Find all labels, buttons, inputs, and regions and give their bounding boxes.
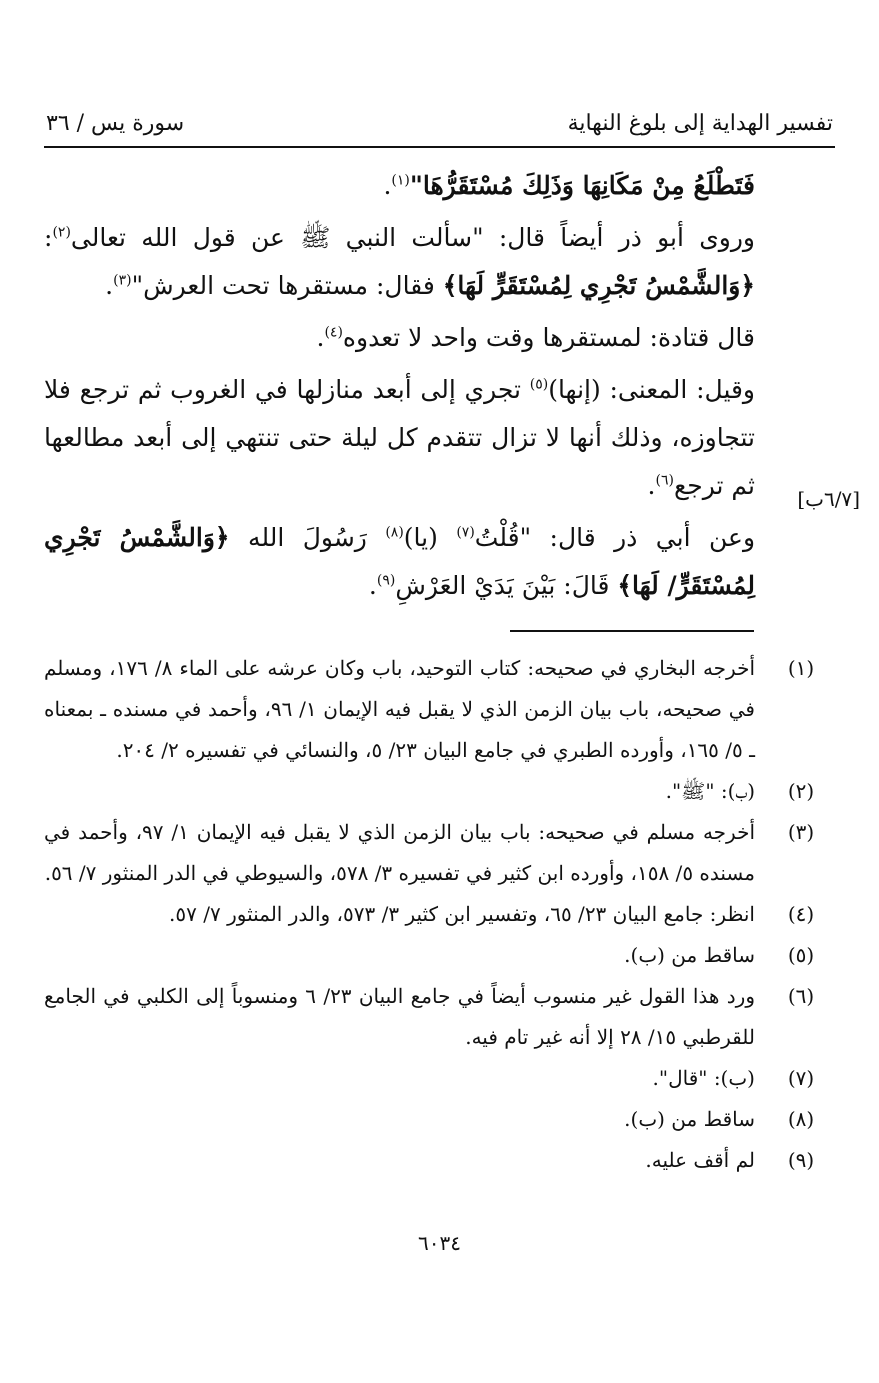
footnotes-list (44, 648, 815, 1181)
footnote-item (44, 771, 815, 812)
footnote-item (44, 812, 815, 894)
text-span: (يا) (403, 523, 457, 552)
footnote-text: (ب): "ﷺ". (665, 779, 755, 803)
text-span: وروى أبو ذر أيضاً قال: "سألت النبي ﷺ عن قول الله تعالى (70, 223, 755, 252)
footnote-item (44, 935, 815, 976)
text-span: رَسُولَ الله (229, 523, 386, 552)
text-span: وعن أبي ذر قال: "قُلْتُ (474, 523, 756, 552)
punctuation: . (105, 271, 114, 300)
main-text (44, 162, 755, 614)
paragraph-2 (44, 214, 755, 310)
footnote-number: (٣) (787, 820, 815, 844)
quran-verse: فَتَطْلَعُ مِنْ مَكَانِهَا وَذَلِكَ مُسْتَقَرُّهَا" (409, 171, 755, 200)
text-span: : (44, 223, 53, 252)
footnote-text: أخرجه مسلم في صحيحه: باب بيان الزمن الذي لا يقبل فيه الإيمان ١/ ٩٧، وأحمد في مسنده ٥/ ١٥٨، وأورده ابن كثير في تفسيره ٣/ ٥٧٨، والسيوطي في الدر المنثور ٧/ ٥٦. (44, 820, 755, 885)
footnote-number: (٩) (787, 1148, 815, 1172)
text-span: وقيل: المعنى: (إنها) (548, 375, 756, 404)
punctuation: . (368, 571, 377, 600)
footnote-number: (٢) (787, 779, 815, 803)
quran-verse: ﴿وَالشَّمْسُ تَجْرِي لِمُسْتَقَرٍّ/ لَهَا﴾ (44, 523, 755, 600)
text-span: قال قتادة: لمستقرها وقت واحد لا تعدوه (342, 323, 755, 352)
header-rule (44, 146, 835, 148)
footnote-item (44, 976, 815, 1058)
footnote-text: لم أقف عليه. (645, 1148, 755, 1172)
footnote-item (44, 894, 815, 935)
footnote-ref: (٤) (324, 324, 343, 341)
footnote-ref: (٨) (385, 524, 404, 541)
footnote-ref: (٢) (52, 224, 71, 241)
footnote-text: ورد هذا القول غير منسوب أيضاً في جامع البيان ٢٣/ ٦ ومنسوباً إلى الكلبي في الجامع للقرطبي ١٥/ ٢٨ إلا أنه غير تام فيه. (44, 984, 755, 1049)
footnote-text: (ب): "قال". (652, 1066, 755, 1090)
footnote-ref: (٧) (456, 524, 475, 541)
footnote-text: ساقط من (ب). (624, 1107, 755, 1131)
running-head (46, 104, 833, 144)
footnote-ref: (٣) (113, 272, 132, 289)
surah-reference: سورة يس / ٣٦ (46, 111, 185, 136)
footnote-item (44, 1140, 815, 1181)
paragraph-3 (44, 314, 755, 362)
paragraph-5 (44, 514, 755, 610)
footnote-text: أخرجه البخاري في صحيحه: كتاب التوحيد، باب وكان عرشه على الماء ٨/ ١٧٦، ومسلم في صحيحه، باب بيان الزمن الذي لا يقبل فيه الإيمان ١/ ٩٦، وأحمد في مسنده ـ بمعناه ـ ٥/ ١٦٥، وأورده الطبري في جامع البيان ٢٣/ ٥، والنسائي في تفسيره ٢/ ٢٠٤. (44, 656, 755, 762)
punctuation: . (383, 171, 392, 200)
footnote-ref: (٦) (655, 472, 674, 489)
punctuation: . (316, 323, 325, 352)
footnote-number: (٦) (787, 984, 815, 1008)
text-span: فقال: مستقرها تحت العرش" (131, 271, 443, 300)
book-title: تفسير الهداية إلى بلوغ النهاية (567, 111, 833, 136)
footnote-ref: (٩) (376, 572, 396, 589)
paragraph-4 (44, 366, 755, 510)
footnote-separator (510, 630, 754, 632)
footnote-item (44, 1058, 815, 1099)
footnote-number: (٨) (787, 1107, 815, 1131)
footnote-text: ساقط من (ب). (624, 943, 755, 967)
punctuation: . (647, 471, 656, 500)
footnote-ref: (١) (391, 172, 410, 189)
footnote-text: انظر: جامع البيان ٢٣/ ٦٥، وتفسير ابن كثير ٣/ ٥٧٣، والدر المنثور ٧/ ٥٧. (169, 902, 755, 926)
text-span: تجري إلى أبعد منازلها في الغروب ثم ترجع فلا تتجاوزه، وذلك أنها لا تزال تتقدم كل ليلة حتى تنتهي إلى أبعد مطالعها ثم ترجع (44, 375, 755, 500)
footnote-number: (٤) (787, 902, 815, 926)
footnote-number: (٥) (787, 943, 815, 967)
footnote-ref: (٥) (529, 376, 549, 393)
footnote-number: (٧) (787, 1066, 815, 1090)
text-span: قَالَ: بَيْنَ يَدَيْ العَرْشِ (395, 571, 618, 600)
footnote-number: (١) (787, 656, 815, 680)
manuscript-folio-note: [٦/٧ب] (797, 487, 860, 511)
footnote-item (44, 648, 815, 771)
page-number: ٦٠٣٤ (418, 1231, 461, 1255)
footnote-item (44, 1099, 815, 1140)
quran-verse: ﴿وَالشَّمْسُ تَجْرِي لِمُسْتَقَرٍّ لَهَا﴾ (442, 271, 755, 300)
paragraph-1 (44, 162, 755, 210)
